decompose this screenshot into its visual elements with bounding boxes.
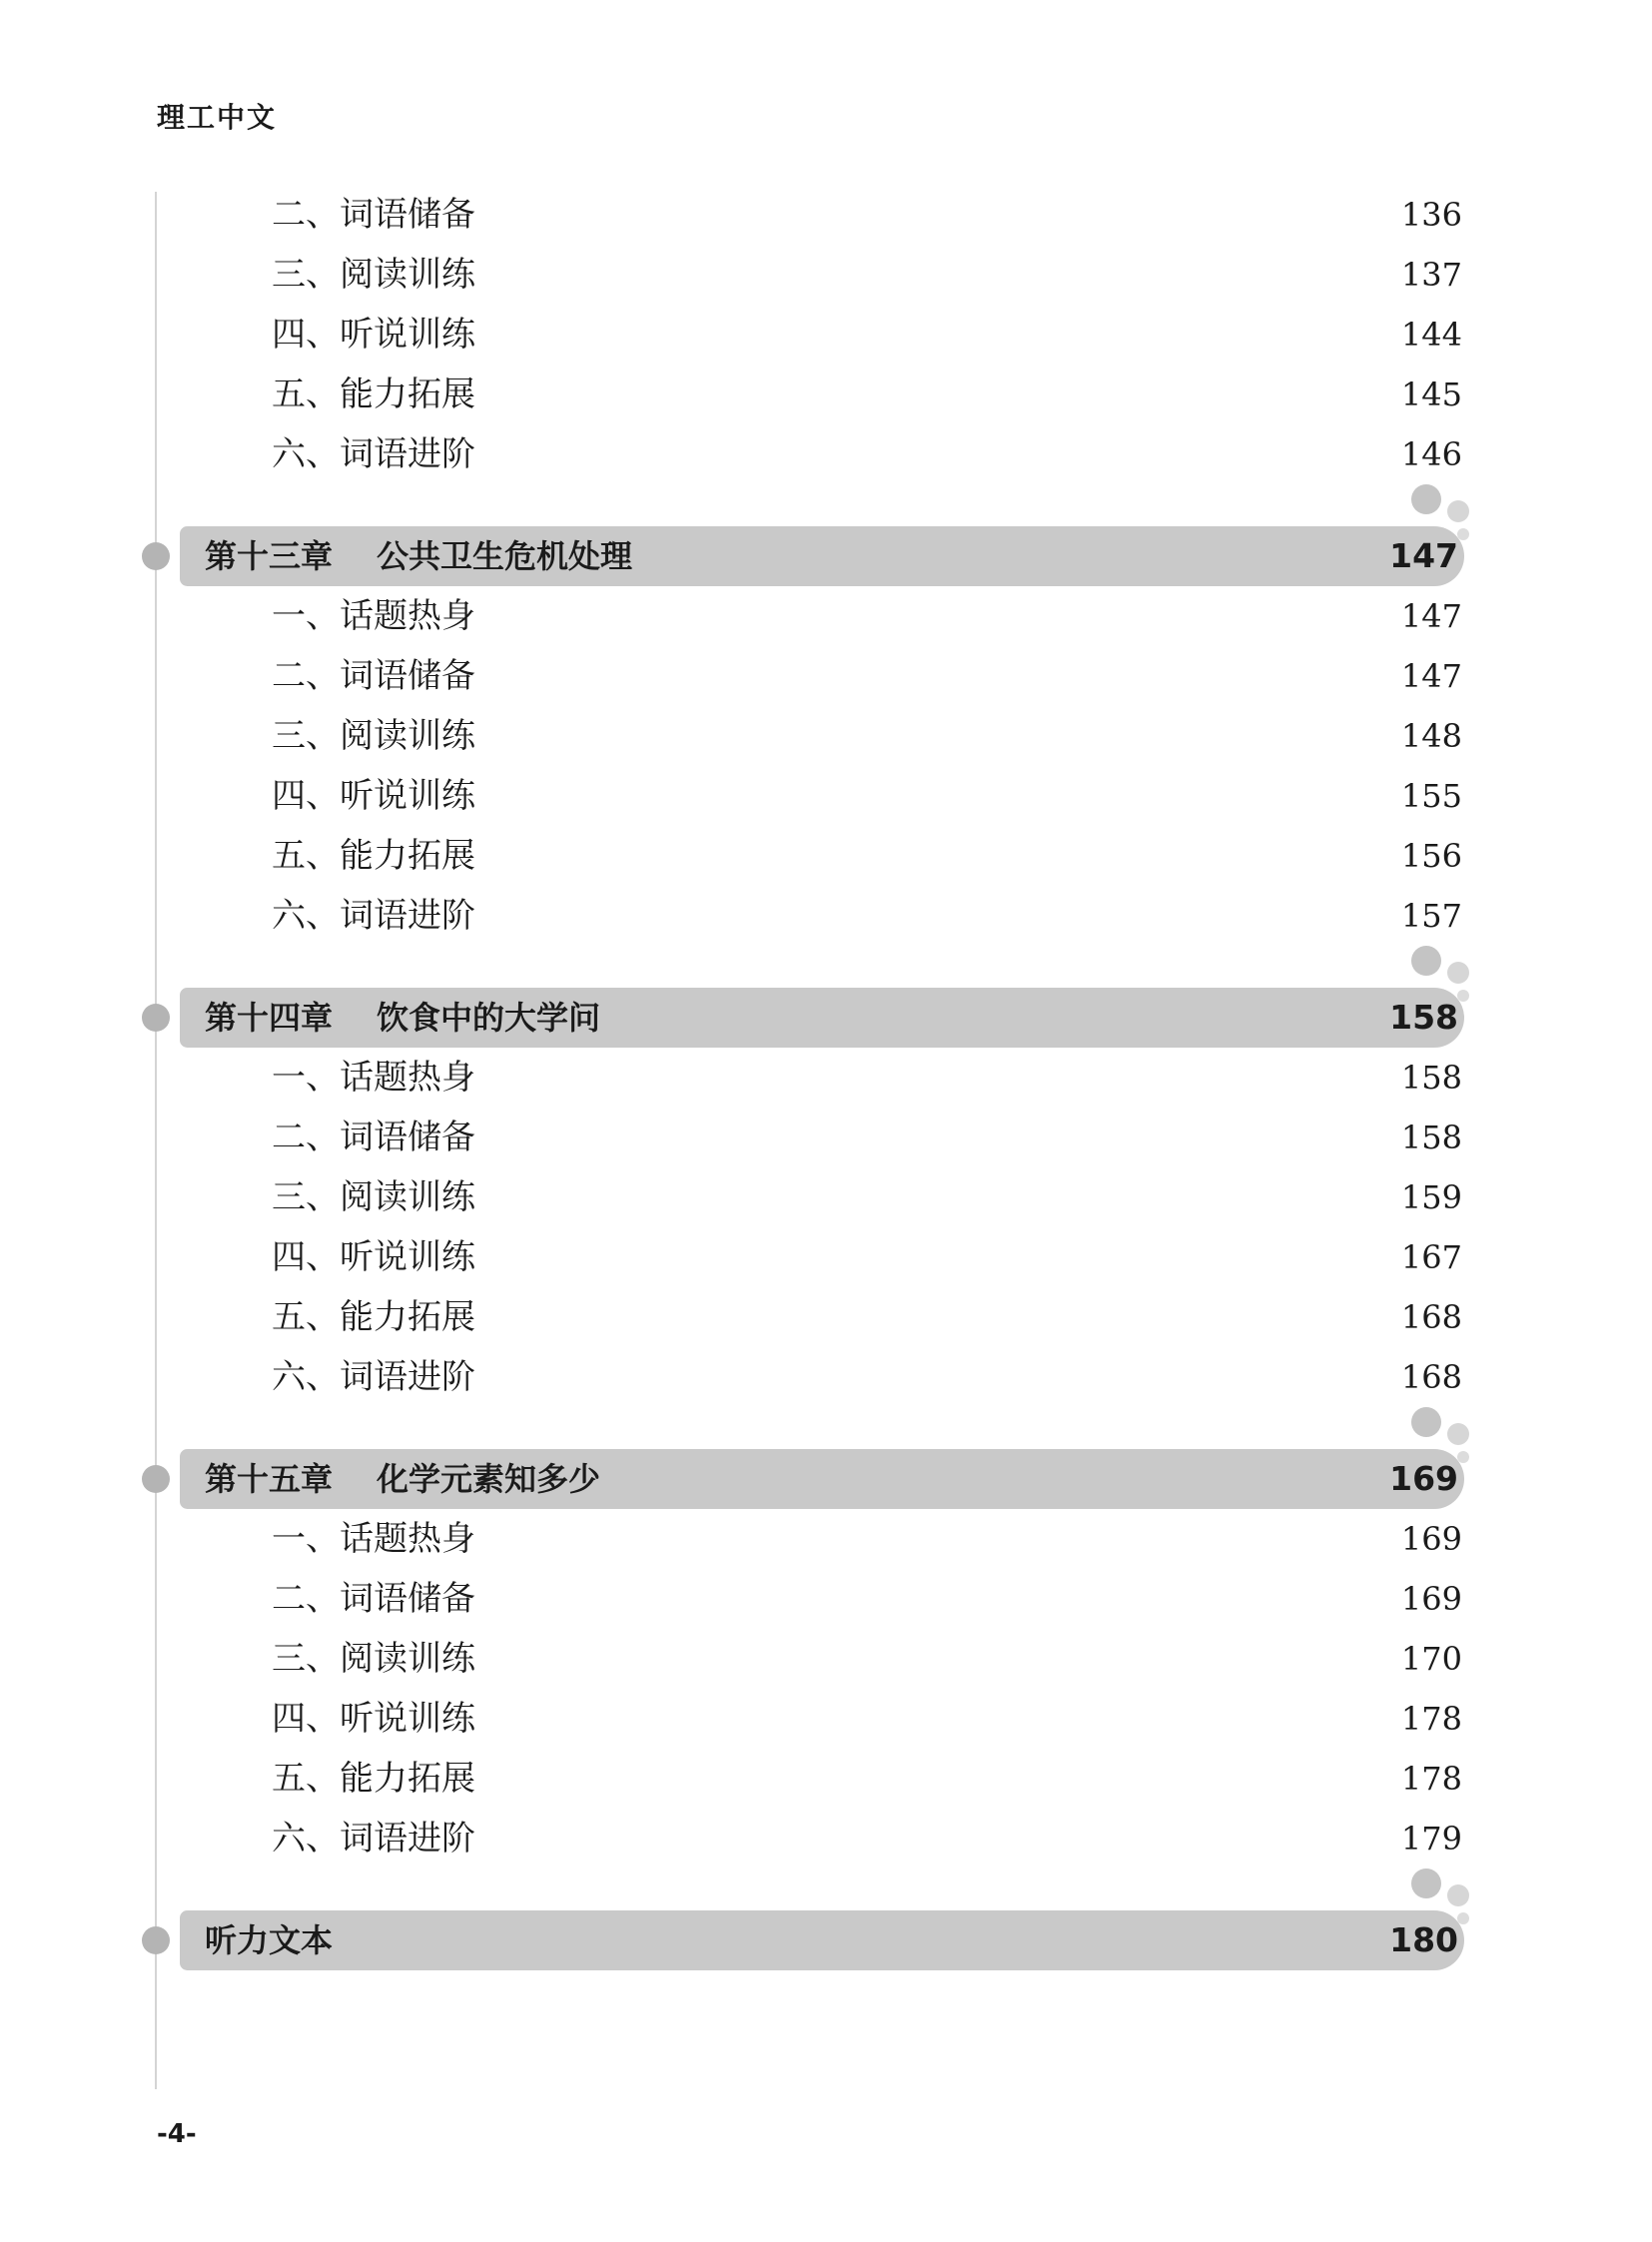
chapter-bar [180,988,1464,1048]
chapter-bullet-icon [142,1465,170,1493]
chapter-number: 第十三章 [205,537,334,575]
decorative-dot [1411,946,1441,976]
toc-entry-page: 179 [1400,1820,1462,1858]
chapter-heading[interactable] [0,988,1652,1048]
running-header: 理工中文 [157,101,278,134]
toc-entry-page: 168 [1400,1298,1462,1336]
chapter-bar [180,526,1464,586]
decorative-dot [1447,962,1469,984]
toc-entry-page: 158 [1400,1059,1462,1097]
toc-entry[interactable] [0,1689,1652,1749]
chapter-title: 化学元素知多少 [377,1460,601,1498]
decorative-dot [1447,1423,1469,1445]
toc-entry-page: 146 [1400,435,1462,473]
toc-entry-label: 四、听说训练 [272,315,475,355]
page-number: -4- [157,2119,197,2149]
decorative-dot [1411,1868,1441,1898]
chapter-bullet-icon [142,1926,170,1954]
toc-entry[interactable] [0,1167,1652,1227]
toc-entry-label: 五、能力拓展 [272,1297,475,1337]
toc-entry[interactable] [0,706,1652,766]
toc-entry-label: 四、听说训练 [272,1699,475,1739]
toc-entry[interactable] [0,1749,1652,1809]
toc-entry-label: 四、听说训练 [272,1237,475,1277]
toc-entry[interactable] [0,305,1652,365]
toc-entry-page: 147 [1400,657,1462,695]
toc-entry-label: 三、阅读训练 [272,255,475,295]
decorative-dot [1447,1884,1469,1906]
toc-entry-page: 156 [1400,837,1462,875]
toc-entry-page: 155 [1400,777,1462,815]
toc-entry-label: 二、词语储备 [272,656,475,696]
chapter-bullet-icon [142,1004,170,1032]
toc-entry-label: 一、话题热身 [272,596,475,636]
chapter-title: 听力文本 [205,1921,334,1959]
toc-entry-page: 157 [1400,897,1462,935]
toc-entry[interactable] [0,185,1652,245]
toc-entry-page: 167 [1400,1238,1462,1276]
toc-entry-label: 二、词语储备 [272,195,475,235]
toc-entry-label: 三、阅读训练 [272,716,475,756]
toc-entry-label: 一、话题热身 [272,1058,475,1098]
toc-entry[interactable] [0,1048,1652,1108]
decorative-dot [1447,500,1469,522]
toc-entry-label: 六、词语进阶 [272,434,475,474]
toc-entry-label: 二、词语储备 [272,1118,475,1157]
chapter-heading[interactable] [0,1449,1652,1509]
toc-entry[interactable] [0,1347,1652,1407]
toc-entry-label: 五、能力拓展 [272,374,475,414]
toc-entry[interactable] [0,826,1652,886]
chapter-page: 158 [1389,998,1458,1037]
toc-entry-page: 144 [1400,316,1462,354]
toc-entry-label: 二、词语储备 [272,1579,475,1619]
toc-entry-page: 169 [1400,1580,1462,1618]
chapter-page: 147 [1389,536,1458,575]
chapter-bar [180,1449,1464,1509]
toc-entry-page: 147 [1400,597,1462,635]
toc-entry-page: 148 [1400,717,1462,755]
decorative-dot [1411,1407,1441,1437]
toc-entry-label: 三、阅读训练 [272,1639,475,1679]
toc-entry[interactable] [0,586,1652,646]
appendix-heading[interactable] [0,1910,1652,1970]
toc-entry[interactable] [0,245,1652,305]
toc-entry[interactable] [0,424,1652,484]
toc-entry-label: 一、话题热身 [272,1519,475,1559]
toc-entry-page: 169 [1400,1520,1462,1558]
toc-entry-page: 178 [1400,1760,1462,1798]
toc-entry-page: 158 [1400,1119,1462,1156]
toc-entry[interactable] [0,1227,1652,1287]
decorative-dot [1411,484,1441,514]
toc-entry[interactable] [0,365,1652,424]
chapter-page: 180 [1389,1920,1458,1959]
chapter-number: 第十五章 [205,1460,334,1498]
toc-entry-label: 五、能力拓展 [272,1759,475,1799]
toc-entry-label: 六、词语进阶 [272,1357,475,1397]
chapter-bullet-icon [142,542,170,570]
toc-entry-page: 170 [1400,1640,1462,1678]
toc-entry-page: 168 [1400,1358,1462,1396]
toc-entry-label: 六、词语进阶 [272,896,475,936]
toc-entry-page: 159 [1400,1178,1462,1216]
toc-entry[interactable] [0,886,1652,946]
toc-entry-page: 137 [1400,256,1462,294]
toc-entry[interactable] [0,1509,1652,1569]
toc-entry-page: 145 [1400,375,1462,413]
toc-entry[interactable] [0,1809,1652,1868]
toc-entry-label: 五、能力拓展 [272,836,475,876]
toc-entry[interactable] [0,766,1652,826]
toc-entry[interactable] [0,1569,1652,1629]
toc-entry[interactable] [0,1108,1652,1167]
toc-entry[interactable] [0,1287,1652,1347]
toc-entry-label: 四、听说训练 [272,776,475,816]
toc-entry-label: 六、词语进阶 [272,1819,475,1859]
chapter-number: 第十四章 [205,999,334,1037]
chapter-title: 公共卫生危机处理 [377,537,633,575]
toc-entry-label: 三、阅读训练 [272,1177,475,1217]
toc-entry-page: 178 [1400,1700,1462,1738]
toc-entry[interactable] [0,1629,1652,1689]
chapter-heading[interactable] [0,526,1652,586]
chapter-page: 169 [1389,1459,1458,1498]
chapter-bar [180,1910,1464,1970]
chapter-title: 饮食中的大学问 [377,999,601,1037]
toc-entry-page: 136 [1400,196,1462,234]
toc-entry[interactable] [0,646,1652,706]
